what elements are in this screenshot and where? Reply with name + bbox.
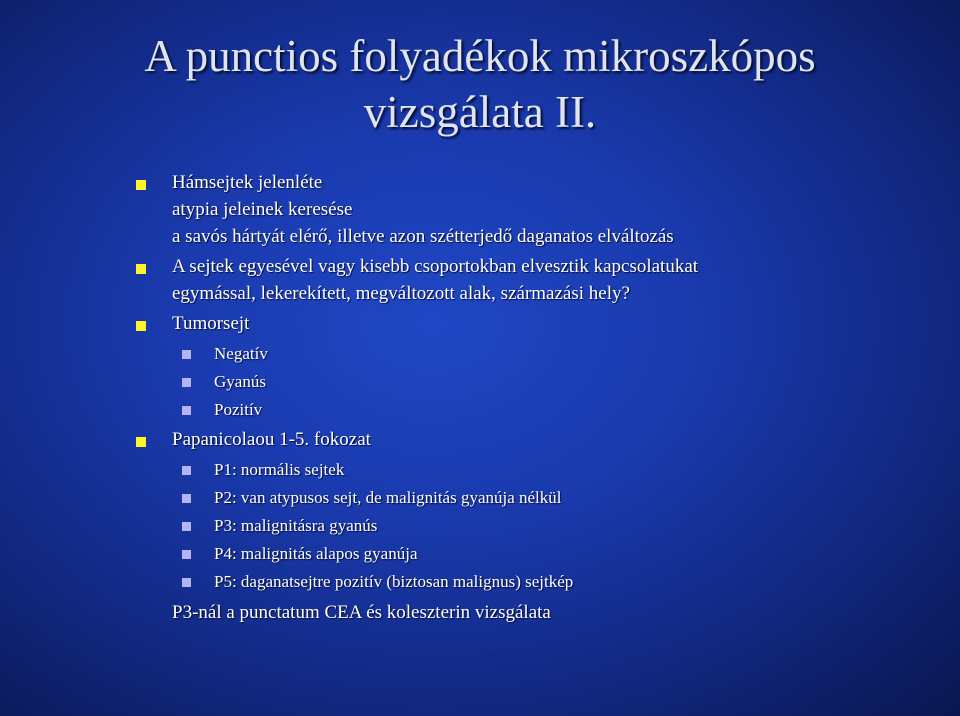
- sub-bullet-square-icon: [182, 550, 191, 559]
- sub-bullet-square-icon: [182, 466, 191, 475]
- bullet-2-line-2: egymással, lekerekített, megváltozott alak, származási hely?: [172, 283, 630, 304]
- sub-bullet-square-icon: [182, 350, 191, 359]
- bullet-1-line-2: atypia jeleinek keresése: [172, 199, 353, 220]
- bullet-2-line-1: A sejtek egyesével vagy kisebb csoportokban elvesztik kapcsolatukat: [172, 256, 699, 277]
- bullet-4-label: Papanicolaou 1-5. fokozat: [172, 429, 371, 450]
- slide-title-line-1: A punctios folyadékok mikroszkópos: [144, 31, 816, 81]
- bullet-square-icon: [136, 321, 146, 331]
- tumor-sub-item: Negatív: [214, 344, 268, 363]
- bullet-square-icon: [136, 264, 146, 274]
- bullet-square-icon: [136, 437, 146, 447]
- footer-note: P3-nál a punctatum CEA és koleszterin vizsgálata: [172, 602, 551, 623]
- papanicolaou-sub-item: P5: daganatsejtre pozitív (biztosan malignus) sejtkép: [214, 572, 574, 591]
- tumor-sub-item: Gyanús: [214, 372, 266, 391]
- tumor-sub-item: Pozitív: [214, 400, 263, 419]
- papanicolaou-sub-item: P4: malignitás alapos gyanúja: [214, 544, 418, 563]
- sub-bullet-square-icon: [182, 494, 191, 503]
- slide-title-line-2: vizsgálata II.: [363, 87, 597, 137]
- sub-bullet-square-icon: [182, 522, 191, 531]
- sub-bullet-square-icon: [182, 578, 191, 587]
- papanicolaou-sub-item: P1: normális sejtek: [214, 460, 345, 479]
- sub-bullet-square-icon: [182, 378, 191, 387]
- papanicolaou-sub-item: P3: malignitásra gyanús: [214, 516, 378, 535]
- bullet-1-line-1: Hámsejtek jelenléte: [172, 172, 323, 193]
- bullet-1-line-3: a savós hártyát elérő, illetve azon szétterjedő daganatos elváltozás: [172, 226, 674, 247]
- bullet-3-label: Tumorsejt: [172, 313, 250, 334]
- sub-bullet-square-icon: [182, 406, 191, 415]
- slide-title: [0, 28, 960, 140]
- papanicolaou-sub-item: P2: van atypusos sejt, de malignitás gyanúja nélkül: [214, 488, 562, 507]
- bullet-square-icon: [136, 180, 146, 190]
